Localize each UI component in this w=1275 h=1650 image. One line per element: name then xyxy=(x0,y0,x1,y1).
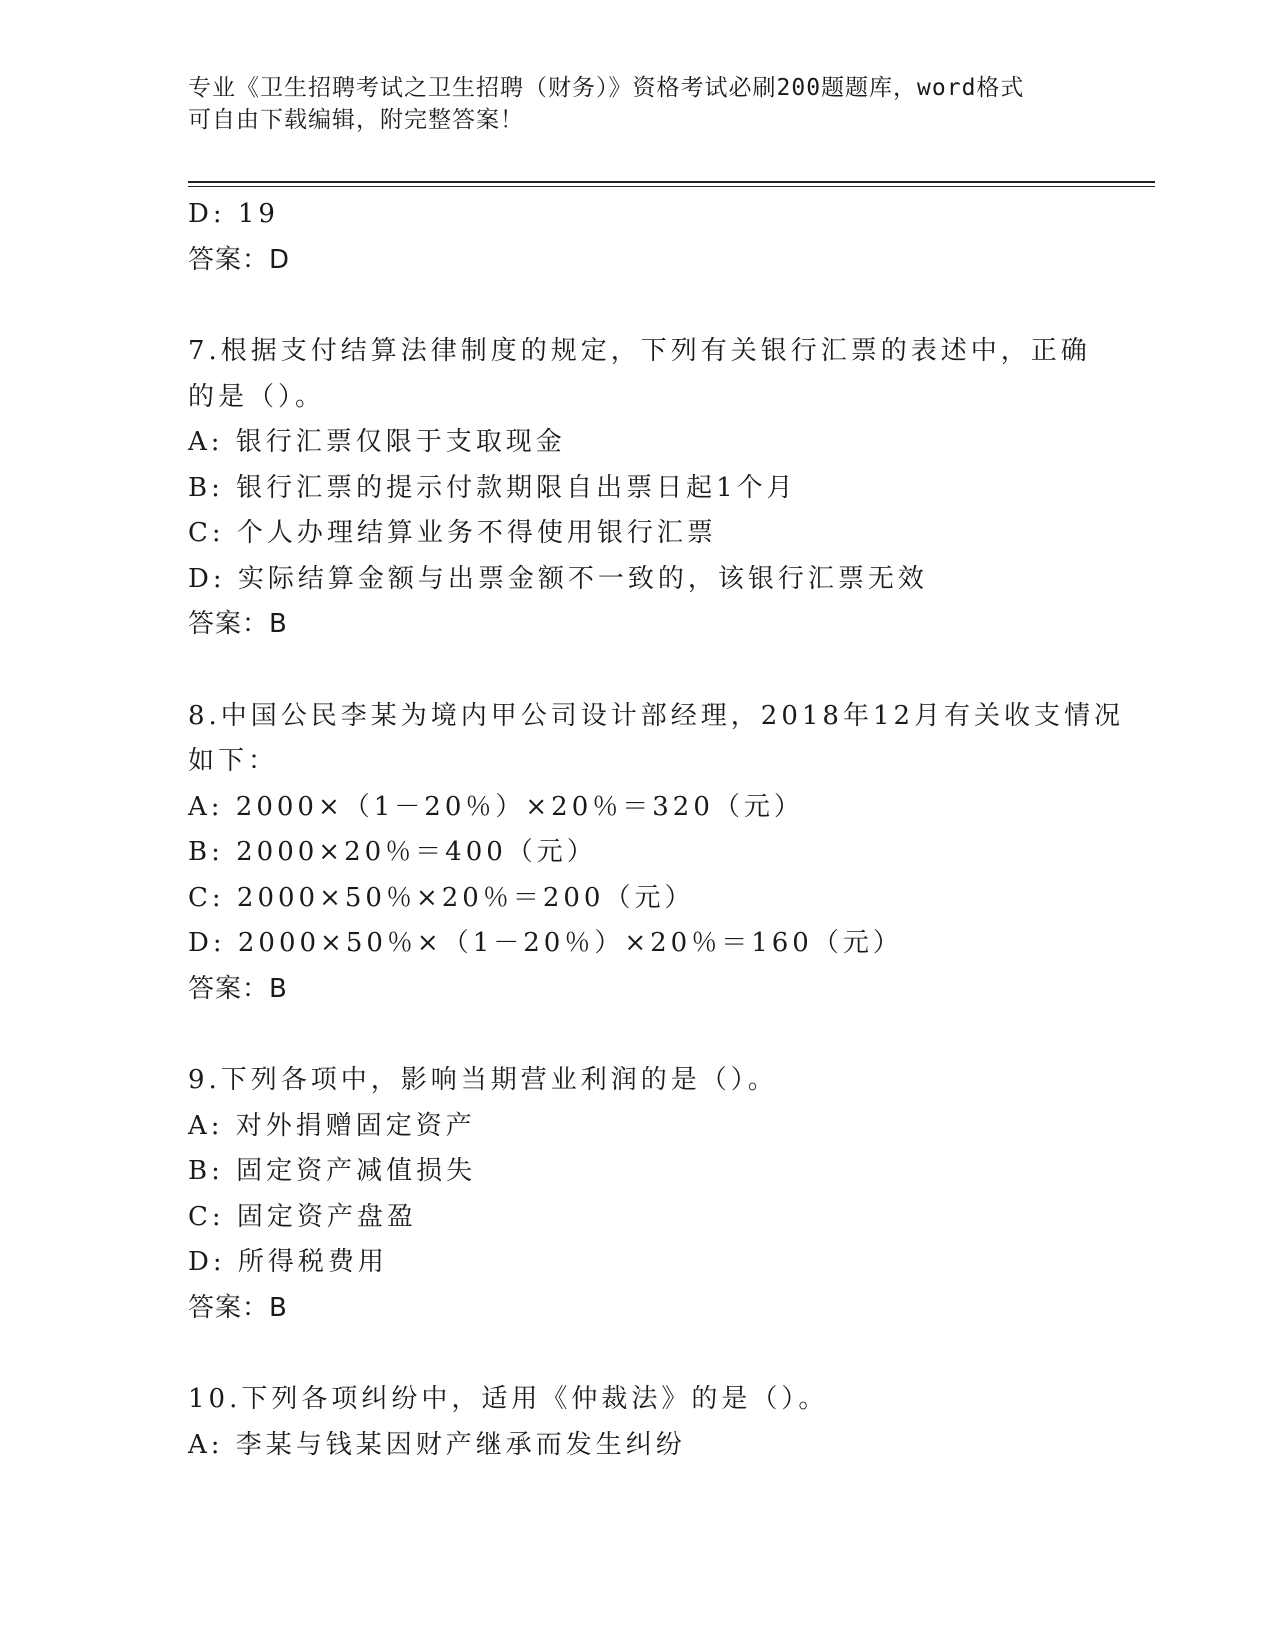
question-stem: 7.根据支付结算法律制度的规定，下列有关银行汇票的表述中，正确 xyxy=(188,336,1091,366)
question-7 xyxy=(188,329,1091,648)
header-divider-thin xyxy=(188,186,1155,187)
question-8 xyxy=(188,694,1125,1013)
answer-line: 答案：B xyxy=(188,609,288,639)
question-stem-cont: 的是（）。 xyxy=(188,381,326,412)
header-divider-thick xyxy=(188,181,1155,183)
option-d: D: 2000×50％×（1－20％）×20％＝160（元） xyxy=(188,928,903,958)
option-b: B: 2000×20％＝400（元） xyxy=(188,837,597,867)
header-line-1: 专业《卫生招聘考试之卫生招聘（财务）》资格考试必刷200题题库，word格式 xyxy=(188,75,1025,101)
option-a: A: 对外捐赠固定资产 xyxy=(188,1110,476,1141)
question-stem: 8.中国公民李某为境内甲公司设计部经理，2018年12月有关收支情况 xyxy=(188,700,1125,731)
question-list xyxy=(188,192,1125,1468)
option-b: B: 固定资产减值损失 xyxy=(188,1156,477,1186)
question-stem: 10.下列各项纠纷中，适用《仲裁法》的是（）。 xyxy=(188,1384,829,1414)
previous-question-tail xyxy=(188,192,1088,283)
option-d: D: 实际结算金额与出票金额不一致的，该银行汇票无效 xyxy=(188,563,928,594)
option-d: D: 所得税费用 xyxy=(188,1247,388,1277)
option-b: B: 银行汇票的提示付款期限自出票日起1个月 xyxy=(188,472,797,503)
option-a: A: 李某与钱某因财产继承而发生纠纷 xyxy=(188,1429,686,1460)
option-d: D: 19 xyxy=(188,199,279,229)
option-c: C: 固定资产盘盈 xyxy=(188,1201,417,1232)
question-stem: 9.下列各项中，影响当期营业利润的是（）。 xyxy=(188,1065,778,1095)
question-stem-cont: 如下： xyxy=(188,746,279,776)
option-c: C: 2000×50％×20％＝200（元） xyxy=(188,882,695,913)
answer-line: 答案：B xyxy=(188,973,288,1004)
question-10 xyxy=(188,1377,1088,1468)
header-line-2: 可自由下载编辑，附完整答案！ xyxy=(188,107,524,133)
question-9 xyxy=(188,1058,1088,1331)
document-header xyxy=(188,72,1068,136)
answer-line: 答案：D xyxy=(188,244,291,275)
option-a: A: 银行汇票仅限于支取现金 xyxy=(188,427,566,457)
answer-line: 答案：B xyxy=(188,1292,288,1323)
option-a: A: 2000×（1－20％）×20％＝320（元） xyxy=(188,791,804,822)
option-c: C: 个人办理结算业务不得使用银行汇票 xyxy=(188,518,717,548)
